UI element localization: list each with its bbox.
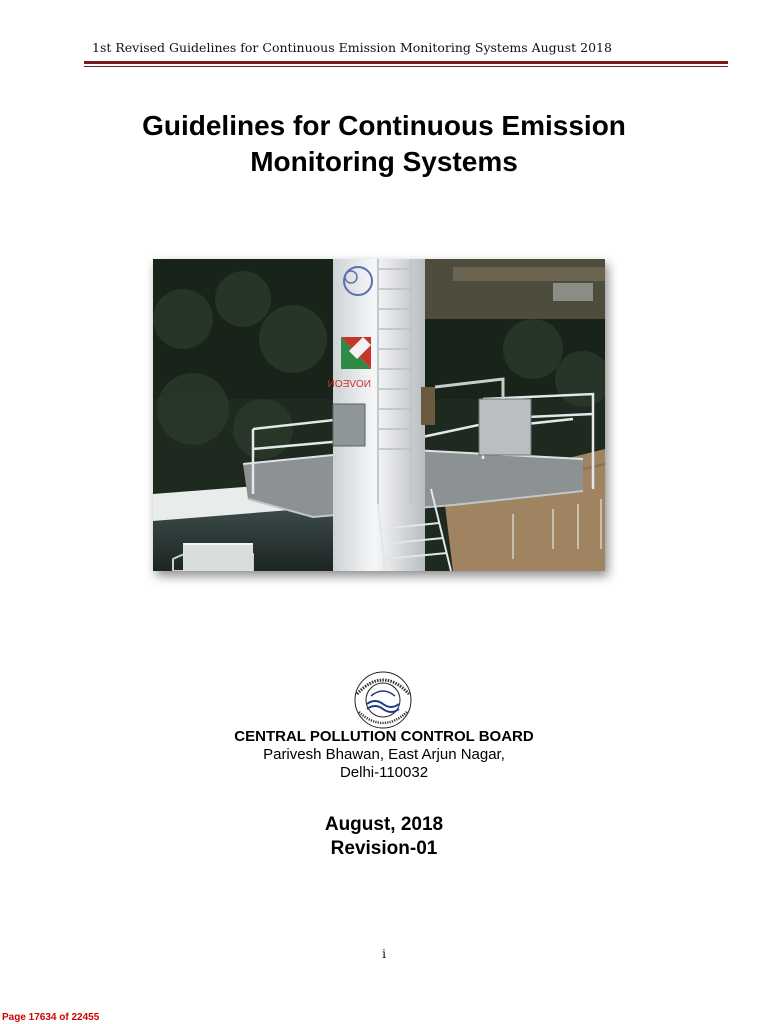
running-header: 1st Revised Guidelines for Continuous Emission Monitoring Systems August 2018 — [92, 40, 612, 55]
header-rule-thin — [84, 66, 728, 67]
revision-label: Revision-01 — [330, 838, 438, 859]
header-rule — [84, 61, 728, 64]
page-stamp: Page 17634 of 22455 — [2, 1012, 100, 1023]
address-line-2: Delhi-110032 — [339, 764, 429, 781]
document-title — [0, 108, 768, 180]
publication-info — [0, 813, 768, 861]
cover-photo — [153, 259, 605, 571]
stack-photo-illustration — [153, 259, 605, 571]
organization-address — [0, 746, 768, 782]
title-line-1: Guidelines for Continuous Emission — [142, 110, 626, 141]
address-line-1: Parivesh Bhawan, East Arjun Nagar, — [263, 746, 505, 763]
stack-logo-text: NOVEON — [327, 379, 371, 390]
cpcb-logo — [343, 668, 423, 732]
title-line-2: Monitoring Systems — [250, 146, 518, 177]
organization-name: CENTRAL POLLUTION CONTROL BOARD — [234, 728, 534, 745]
page-number: i — [382, 947, 386, 961]
cpcb-seal — [343, 668, 423, 732]
publication-date: August, 2018 — [324, 814, 444, 835]
